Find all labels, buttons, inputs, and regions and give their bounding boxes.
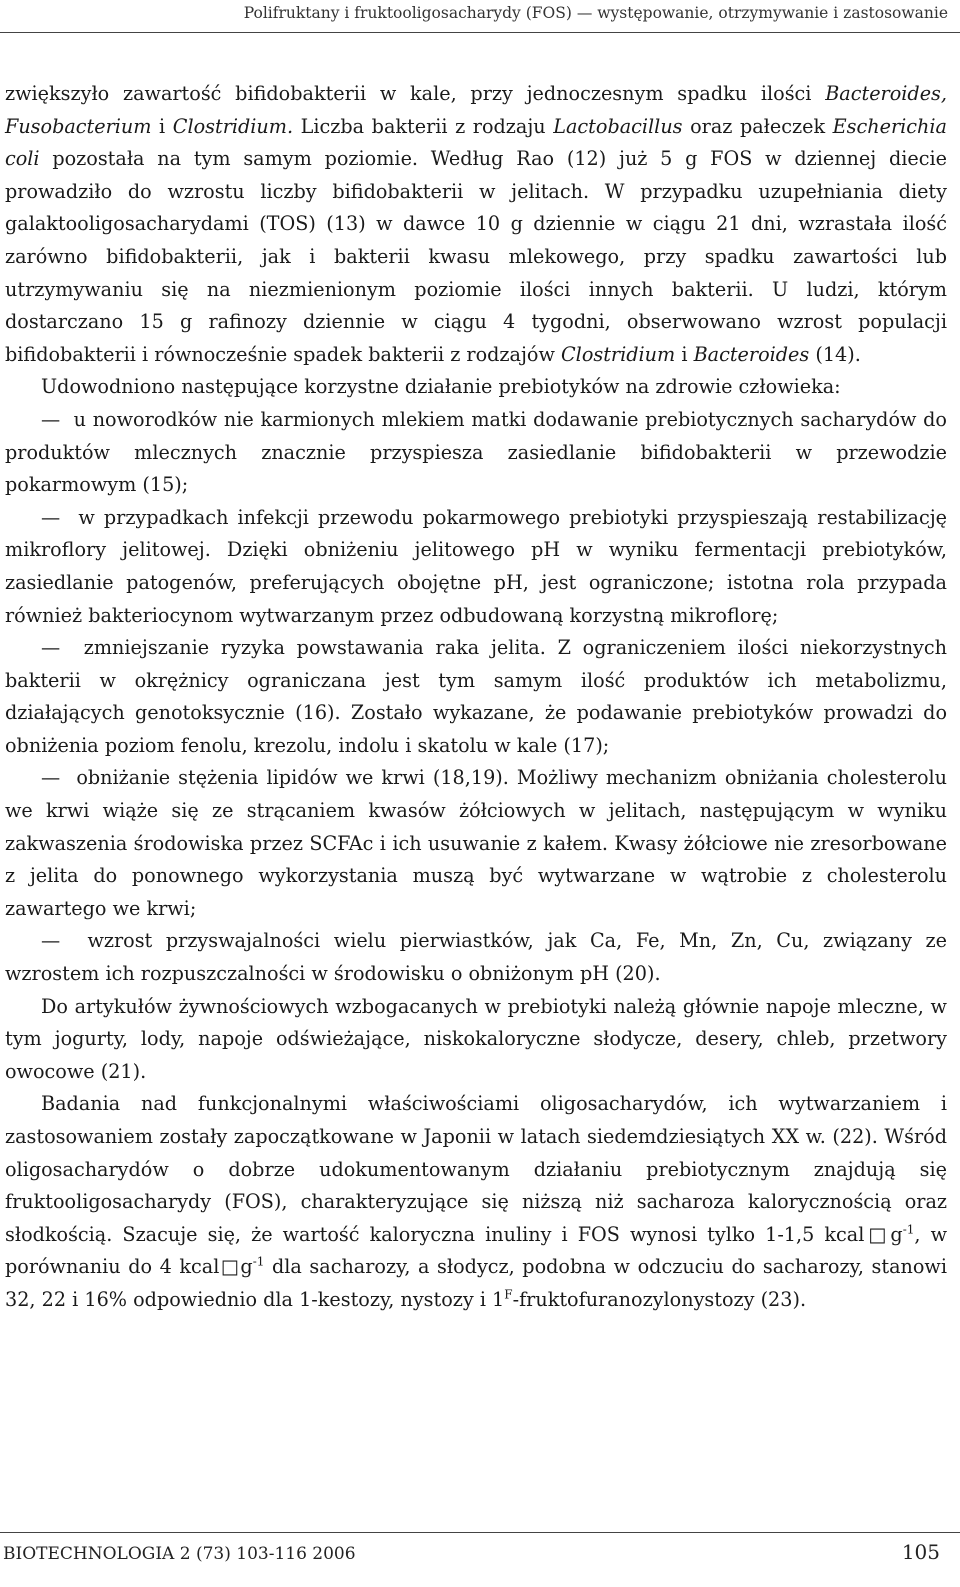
text-run: , w porównaniu do 4 kcal□g bbox=[5, 1222, 948, 1279]
taxon-name: Clostridium bbox=[561, 342, 676, 366]
paragraph-fos-research bbox=[5, 1088, 947, 1316]
taxon-name: Bacteroides bbox=[693, 342, 810, 366]
taxon-name: Bacteroides, Fusobacterium bbox=[5, 82, 947, 138]
text-run: oraz pałeczek bbox=[682, 114, 833, 138]
text-run: Badania nad funkcjonalnymi właściwościami oligosacharydów, ich wytwarzaniem i zastosowaniem zostały zapoczątkowane w Japonii w latach siedemdziesiątych XX w. (22). Wśród oligosacharydów o dobrze udokumentowanym działaniu prebiotycznym znajdują się fruktooligosacharydy (FOS), charakteryzujące się niższą niż sacharoza kalorycznością oraz słodkością. Szacuje się, że wartość kaloryczna inuliny i FOS wynosi tylko 1-1,5 kcal□g bbox=[5, 1092, 947, 1246]
page-number: 105 bbox=[901, 1540, 940, 1564]
taxon-name: Lactobacillus bbox=[553, 114, 683, 138]
list-item-minerals: — wzrost przyswajalności wielu pierwiastków, jak Ca, Fe, Mn, Zn, Cu, związany ze wzrostem ich rozpuszczalności w środowisku o obniżonym pH (20). bbox=[5, 925, 947, 990]
paragraph-benefits-intro: Udowodniono następujące korzystne działanie prebiotyków na zdrowie człowieka: bbox=[41, 375, 841, 399]
list-item-infections: — w przypadkach infekcji przewodu pokarmowego prebiotyki przyspieszają restabilizację mikroflory jelitowej. Dzięki obniżeniu jelitowego pH w wyniku fermentacji prebiotyków, zasiedlanie patogenów, preferujących obojętne pH, jest ograniczone; istotna rola przypada również bakteriocynom wytwarzanym przez odbudowaną korzystną mikroflorę; bbox=[5, 502, 947, 632]
footer-rule bbox=[0, 1532, 960, 1533]
text-run: Liczba bakterii z rodzaju bbox=[293, 114, 554, 138]
text-run: dla sacharozy, a słodycz, podobna w odczuciu do sacharozy, stanowi 32, 22 i 16% odpowiednio dla 1-kestozy, nystozy i 1 bbox=[5, 1255, 947, 1311]
running-header: Polifruktany i fruktooligosacharydy (FOS) — występowanie, otrzymywanie i zastosowanie bbox=[243, 4, 948, 22]
list-item-newborns: — u noworodków nie karmionych mlekiem matki dodawanie prebiotycznych sacharydów do produktów mlecznych znacznie przyspiesza zasiedlanie bifidobakterii w przewodzie pokarmowym (15); bbox=[5, 404, 947, 502]
list-item-cancer-risk: — zmniejszanie ryzyka powstawania raka jelita. Z ograniczeniem ilości niekorzystnych bakterii w okrężnicy ograniczana jest tym samym ilość produktów ich metabolizmu, działających genotoksycznie (16). Zostało wykazane, że podawanie prebiotyków prowadzi do obniżenia poziom fenolu, krezolu, indolu i skatolu w kale (17); bbox=[5, 632, 947, 762]
text-run: pozostała na tym samym poziomie. Według Rao (12) już 5 g FOS w dziennej diecie prowadziło do wzrostu liczby bifidobakterii w jelitach. W przypadku uzupełniania diety galaktooligosacharydami (TOS) (13) w dawce 10 g dziennie w ciągu 21 dni, wzrastała ilość zarówno bifidobakterii, jak i bakterii kwasu mlekowego, przy spadku zawartości lub utrzymywaniu się na niezmienionym poziomie ilości innych bakterii. U ludzi, którym dostarczano 15 g rafinozy dziennie w ciągu 4 tygodni, obserwowano wzrost populacji bifidobakterii i równocześnie spadek bakterii z rodzajów bbox=[5, 147, 947, 366]
header-rule bbox=[0, 32, 960, 33]
text-run: -fruktofuranozylonystozy (23). bbox=[512, 1287, 807, 1311]
text-run: (14). bbox=[809, 342, 861, 366]
taxon-name: Clostridium. bbox=[172, 114, 294, 138]
superscript: -1 bbox=[902, 1222, 915, 1237]
taxon-name: Escherichia coli bbox=[5, 114, 947, 171]
superscript: -1 bbox=[252, 1254, 265, 1269]
text-run: zwiększyło zawartość bifidobakterii w kale, przy jednoczesnym spadku ilości bbox=[5, 82, 826, 105]
list-item-lipids: — obniżanie stężenia lipidów we krwi (18,19). Możliwy mechanizm obniżania cholesterolu we krwi wiąże się ze strącaniem kwasów żółciowych w jelitach, następującym w wyniku zakwaszenia środowiska przez SCFAc i ich usuwanie z kałem. Kwasy żółciowe nie zresorbowane z jelita do ponownego wykorzystania muszą być wytwarzane w wątrobie z cholesterolu zawartego we krwi; bbox=[5, 762, 947, 925]
superscript: F bbox=[504, 1287, 513, 1302]
article-body bbox=[5, 78, 947, 1317]
text-run: i bbox=[151, 114, 173, 138]
journal-citation: BIOTECHNOLOGIA 2 (73) 103-116 2006 bbox=[3, 1544, 356, 1564]
text-run: i bbox=[675, 342, 694, 366]
paragraph-microflora bbox=[5, 78, 947, 371]
paragraph-food-products: Do artykułów żywnościowych wzbogacanych w prebiotyki należą głównie napoje mleczne, w tym jogurty, lody, napoje odświeżające, niskokaloryczne słodycze, desery, chleb, przetwory owocowe (21). bbox=[5, 994, 947, 1083]
